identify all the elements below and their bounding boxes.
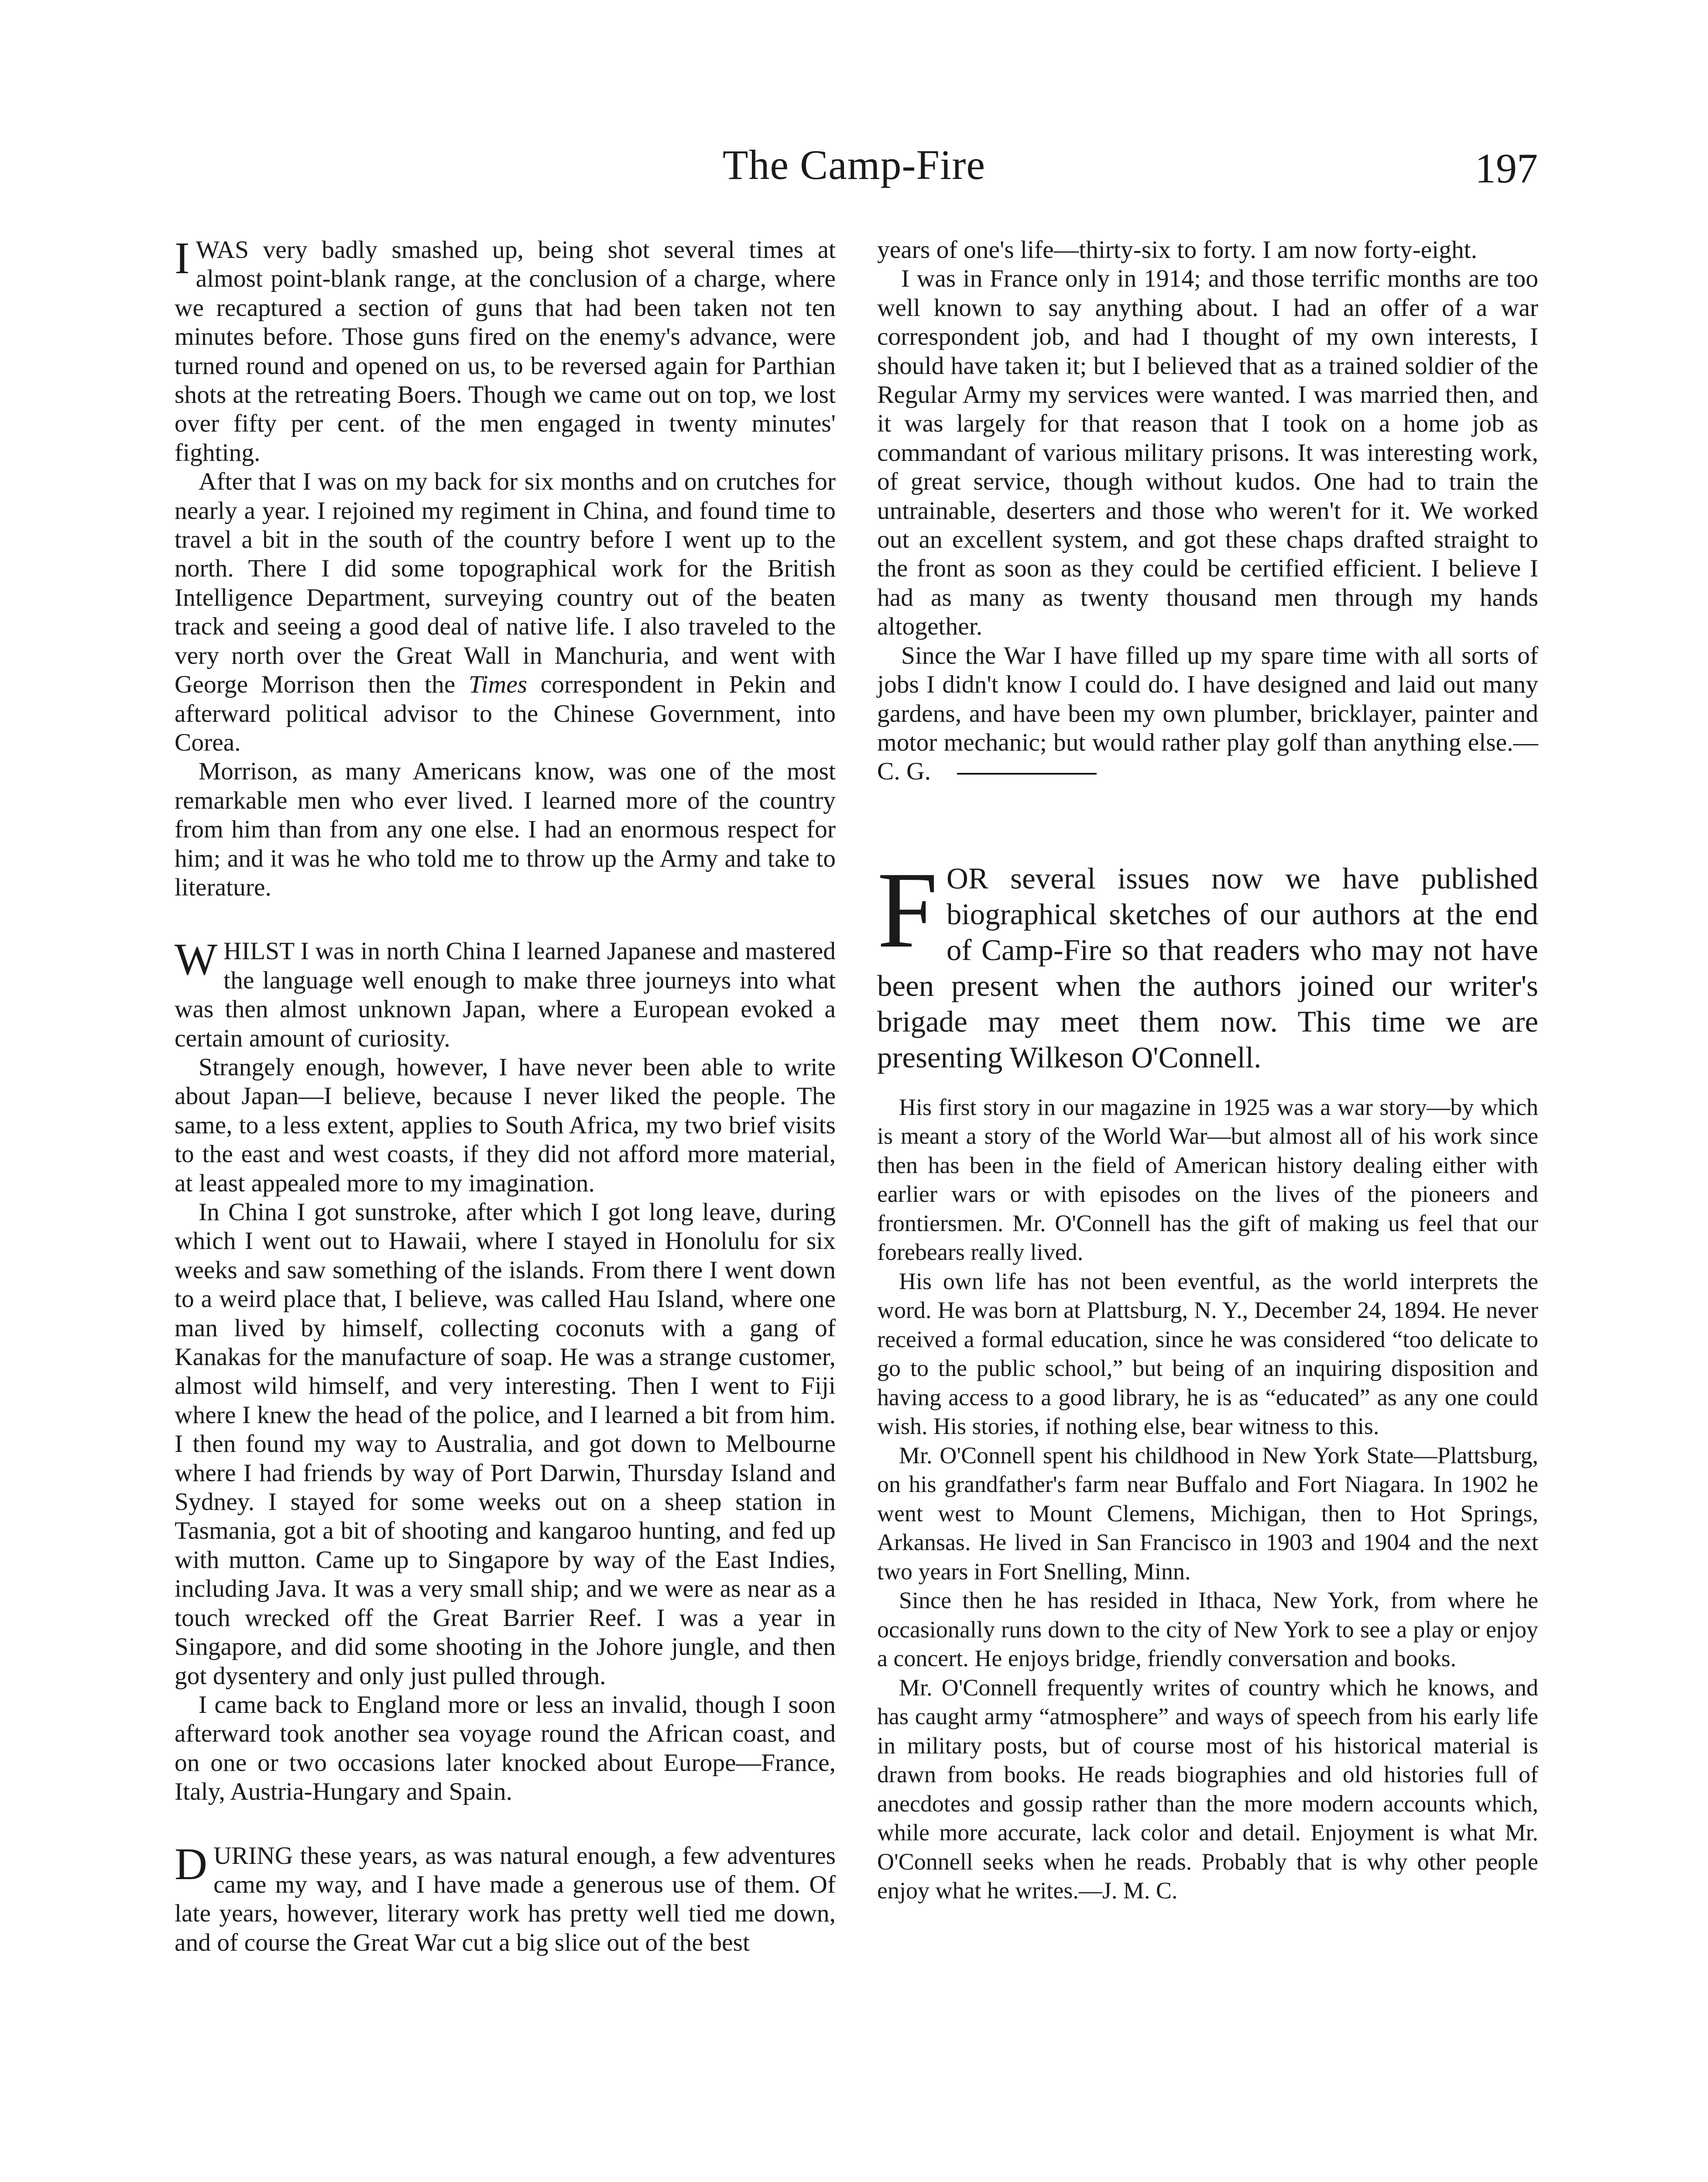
paragraph: I was in France only in 1914; and those terrific months are too well known to say anything about. I had an offer of a war correspondent job, and had I thought of my own interests, I should have taken it; but I believed that as a trained soldier of the Regular Army my services were wanted. I was married then, and it was largely for that reason that I took on a home job as commandant of various military prisons. It was interesting work, of great service, though without kudos. One had to train the untrainable, deserters and those who weren't for it. We worked out an excellent system, and got these chaps drafted straight to the front as soon as they could be certified efficient. I believe I had as many as twenty thousand men through my hands altogether. bbox=[877, 265, 1538, 641]
paragraph: Mr. O'Connell frequently writes of country which he knows, and has caught army “atmosphere” and ways of speech from his early life in military posts, but of course most of his historical material is drawn from books. He reads biographies and old histories full of anecdotes and gossip rather than the more modern accounts which, while more accurate, lack color and detail. Enjoyment is what Mr. O'Connell seeks when he reads. Probably that is why other people enjoy what he writes.—J. M. C. bbox=[877, 1674, 1538, 1904]
dropcap-d: D bbox=[175, 1839, 208, 1889]
paragraph: Since then he has resided in Ithaca, New York, from where he occasionally runs down to the city of New York to see a play or enjoy a concert. He enjoys bridge, friendly conversation and books. bbox=[877, 1587, 1538, 1672]
section-gap bbox=[175, 902, 836, 937]
paragraph bbox=[877, 642, 1538, 786]
paragraph-text: HILST I was in north China I learned Japanese and mastered the language well enough to make three journeys into what was then almost unknown Japan, where a European evoked a certain amount of curiosity. bbox=[175, 937, 836, 1052]
biography-intro bbox=[877, 849, 1538, 1075]
biography-body bbox=[877, 1093, 1538, 1905]
signature-rule bbox=[957, 773, 1097, 775]
page-number: 197 bbox=[1475, 145, 1538, 192]
paragraph: Morrison, as many Americans know, was one of the most remarkable men who ever lived. I learned more of the country from him than from any one else. I had an enormous respect for him; and it was he who told me to throw up the Army and take to literature. bbox=[175, 758, 836, 901]
running-title: The Camp-Fire bbox=[722, 141, 986, 188]
paragraph bbox=[175, 934, 836, 1053]
paragraph-text: correspondent in Pekin and afterward political advisor to the Chinese Government, into Corea. bbox=[175, 671, 836, 756]
dropcap-i: I bbox=[175, 233, 190, 283]
right-column bbox=[877, 236, 1538, 1905]
section-gap bbox=[175, 1807, 836, 1842]
italic-publication: Times bbox=[468, 671, 528, 699]
paragraph: years of one's life—thirty-six to forty. I am now forty-eight. bbox=[877, 236, 1478, 264]
paragraph-text: Since the War I have filled up my spare time with all sorts of jobs I didn't know I could do. I have designed and laid out many gardens, and have been my own plumber, bricklayer, painter and motor mechanic; but would rather play golf than anything else.—C. G. bbox=[877, 642, 1538, 786]
paragraph: His own life has not been eventful, as the world interprets the word. He was born at Plattsburg, N. Y., December 24, 1894. He never received a formal education, since he was considered “too delicate to go to the public school,” but being of an inquiring disposition and having access to a good library, he is as “educated” as any one could wish. His stories, if nothing else, bear witness to this. bbox=[877, 1268, 1538, 1440]
dropcap-w: W bbox=[175, 934, 218, 985]
section-gap bbox=[877, 1075, 1538, 1093]
paragraph-text: After that I was on my back for six months and on crutches for nearly a year. I rejoined my regiment in China, and found time to travel a bit in the south of the country before I went up to the north. There I did some topographical work for the British Intelligence Department, surveying country out of the beaten track and seeing a good deal of native life. I also traveled to the very north over the Great Wall in Manchuria, and went with George Morrison then the bbox=[175, 468, 836, 699]
intro-text: OR several issues now we have published biographical sketches of our authors at the end of Camp-Fire so that readers who may not have been present when the authors joined our writer's brigade may meet them now. This time we are presenting Wilkeson O'Connell. bbox=[877, 861, 1538, 1074]
page-header bbox=[0, 141, 1708, 209]
paragraph-text: URING these years, as was natural enough, a few adventures came my way, and I have made a generous use of them. Of late years, however, literary work has pretty well tied me down, and of course the Great War cut a big slice out of the best bbox=[175, 1842, 836, 1956]
paragraph bbox=[175, 1839, 836, 1958]
paragraph: Mr. O'Connell spent his childhood in New York State—Plattsburg, on his grandfather's farm near Buffalo and Fort Niagara. In 1902 he went west to Mount Clemens, Michigan, then to Hot Springs, Arkansas. He lived in San Francisco in 1903 and 1904 and the next two years in Fort Snelling, Minn. bbox=[877, 1442, 1538, 1585]
paragraph: His first story in our magazine in 1925 was a war story—by which is meant a story of the World War—but almost all of his work since then has been in the field of American history dealing either with earlier wars or with episodes on the lives of the pioneers and frontiersmen. Mr. O'Connell has the gift of making us feel that our forebears really lived. bbox=[877, 1094, 1538, 1266]
section-gap bbox=[877, 786, 1538, 861]
paragraph: Strangely enough, however, I have never been able to write about Japan—I believe, because I never liked the people. The same, to a less extent, applies to South Africa, my two brief visits to the east and west coasts, if they did not afford more material, at least appealed more to my imagination. bbox=[175, 1053, 836, 1197]
paragraph bbox=[175, 467, 836, 757]
paragraph: In China I got sunstroke, after which I got long leave, during which I went out to Hawaii, where I stayed in Honolulu for six weeks and saw something of the islands. From there I went down to a weird place that, I believe, was called Hau Island, where one man lived by himself, collecting coconuts with a gang of Kanakas for the manufacture of soap. He was a strange customer, almost wild himself, and very interesting. Then I went to Fiji where I knew the head of the police, and I learned a bit from him. I then found my way to Australia, and got down to Melbourne where I had friends by way of Port Darwin, Thursday Island and Sydney. I stayed for some weeks out on a sheep station in Tasmania, got a bit of shooting and kangaroo hunting, and fed up with mutton. Came up to Singapore by way of the East Indies, including Java. It was a very small ship; and we were as near as a touch wrecked off the Great Barrier Reef. I was a year in Singapore, and did some shooting in the Johore jungle, and then got dysentery and only just pulled through. bbox=[175, 1198, 836, 1690]
paragraph: I came back to England more or less an invalid, though I soon afterward took another sea voyage round the African coast, and on one or two occasions later knocked about Europe—France, Italy, Austria-Hungary and Spain. bbox=[175, 1691, 836, 1806]
paragraph-text: WAS very badly smashed up, being shot several times at almost point-blank range, at the conclusion of a charge, where we recaptured a section of guns that had been taken not ten minutes before. Those guns fired on the enemy's advance, were turned round and opened on us, to be reversed again for Parthian shots at the retreating Boers. Though we came out on top, we lost over fifty per cent. of the men engaged in twenty minutes' fighting. bbox=[175, 236, 836, 467]
paragraph bbox=[175, 233, 836, 467]
intro-paragraph bbox=[877, 849, 1538, 1075]
left-column bbox=[175, 233, 836, 1957]
dropcap-f: F bbox=[877, 849, 938, 971]
